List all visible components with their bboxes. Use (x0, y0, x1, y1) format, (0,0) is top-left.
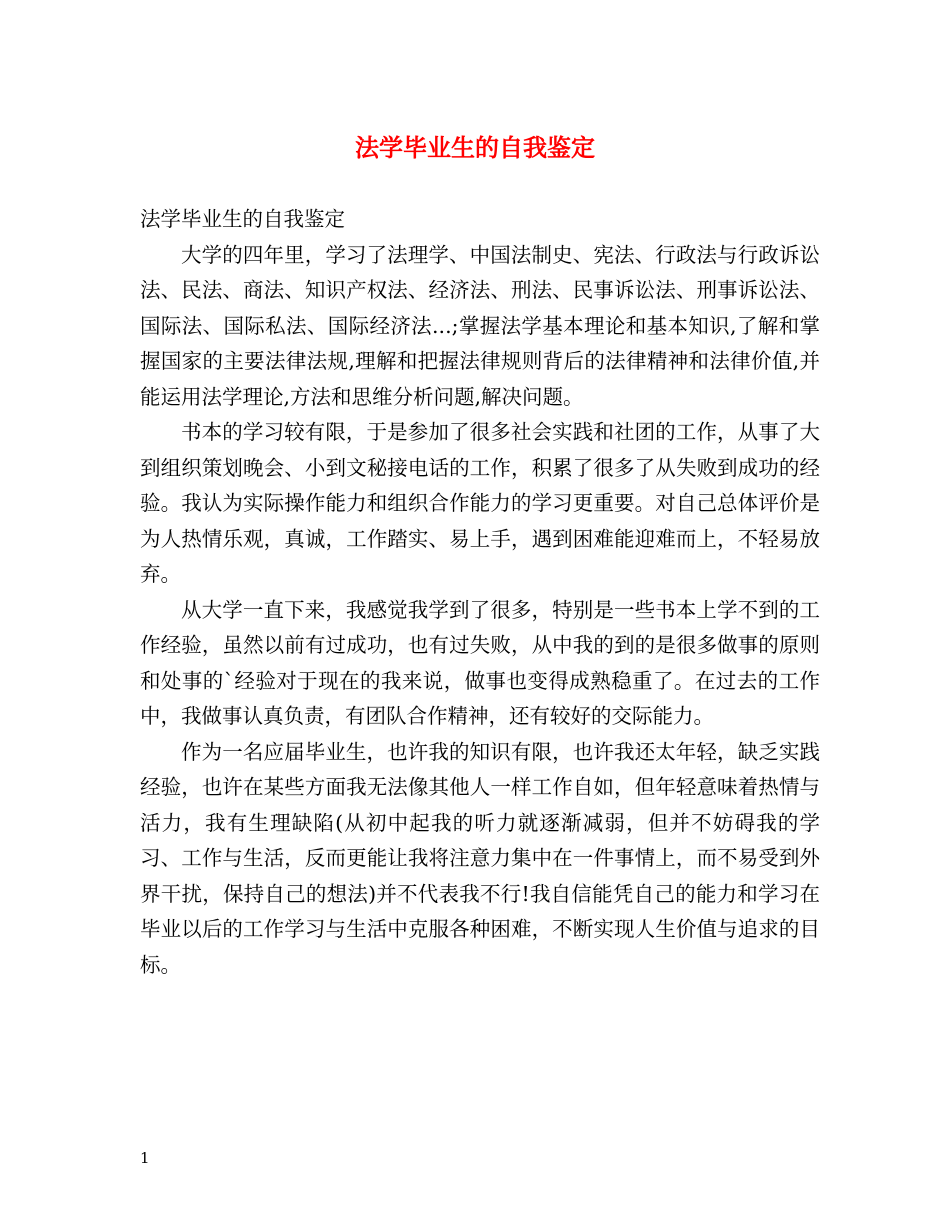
page-number: 1 (140, 1149, 150, 1167)
document-body (140, 202, 820, 983)
document-title: 法学毕业生的自我鉴定 (355, 133, 595, 162)
document-subtitle: 法学毕业生的自我鉴定 (140, 207, 345, 231)
paragraph-1: 大学的四年里，学习了法理学、中国法制史、宪法、行政法与行政诉讼法、民法、商法、知识产权法、经济法、刑法、民事诉讼法、刑事诉讼法、国际法、国际私法、国际经济法...;掌握法学基本理论和基本知识,了解和掌握国家的主要法律法规,理解和把握法律规则背后的法律精神和法律价值,并能运用法学理论,方法和思维分析问题,解决问题。 (140, 242, 820, 409)
paragraph-3: 从大学一直下来，我感觉我学到了很多，特别是一些书本上学不到的工作经验，虽然以前有过成功，也有过失败，从中我的到的是很多做事的原则和处事的`经验对于现在的我来说，做事也变得成熟稳重了。在过去的工作中，我做事认真负责，有团队合作精神，还有较好的交际能力。 (140, 597, 820, 728)
paragraph-4: 作为一名应届毕业生，也许我的知识有限，也许我还太年轻，缺乏实践经验，也许在某些方面我无法像其他人一样工作自如，但年轻意味着热情与活力，我有生理缺陷(从初中起我的听力就逐渐减弱，但并不妨碍我的学习、工作与生活，反而更能让我将注意力集中在一件事情上，而不易受到外界干扰，保持自己的想法)并不代表我不行!我自信能凭自己的能力和学习在毕业以后的工作学习与生活中克服各种困难，不断实现人生价值与追求的目标。 (140, 739, 820, 977)
paragraph-2: 书本的学习较有限，于是参加了很多社会实践和社团的工作，从事了大到组织策划晚会、小到文秘接电话的工作，积累了很多了从失败到成功的经验。我认为实际操作能力和组织合作能力的学习更重要。对自己总体评价是为人热情乐观，真诚，工作踏实、易上手，遇到困难能迎难而上，不轻易放弃。 (140, 420, 820, 586)
